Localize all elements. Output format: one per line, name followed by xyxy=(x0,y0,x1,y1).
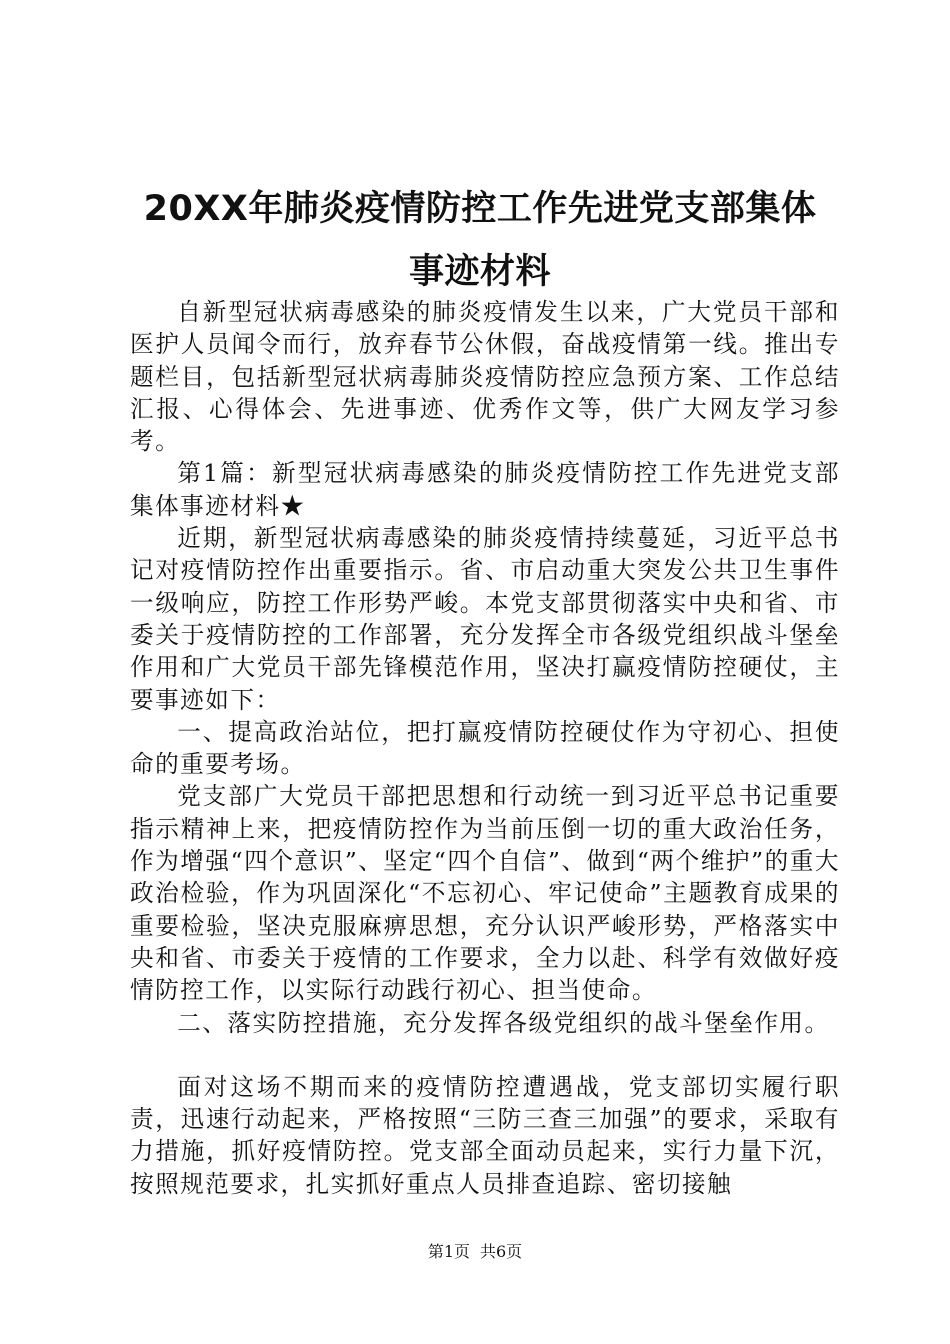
paragraph-section-1: 党支部广大党员干部把思想和行动统一到习近平总书记重要指示精神上来，把疫情防控作为当前压倒一切的重大政治任务，作为增强“四个意识”、坚定“四个自信”、做到“两个维护”的重大政治检验，作为巩固深化“不忘初心、牢记使命”主题教育成果的重要检验，坚决克服麻痹思想，充分认识严峻形势，严格落实中央和省、市委关于疫情的工作要求，全力以赴、科学有效做好疫情防控工作，以实际行动践行初心、担当使命。 xyxy=(130,782,840,1005)
section-heading-1: 一、提高政治站位，把打赢疫情防控硬仗作为守初心、担使命的重要考场。 xyxy=(130,717,840,779)
page-total: 共6页 xyxy=(480,1242,523,1261)
page-footer xyxy=(0,1242,950,1262)
paragraph-background: 近期，新型冠状病毒感染的肺炎疫情持续蔓延，习近平总书记对疫情防控作出重要指示。省、市启动重大突发公共卫生事件一级响应，防控工作形势严峻。本党支部贯彻落实中央和省、市委关于疫情防控的工作部署，充分发挥全市各级党组织战斗堡垒作用和广大党员干部先锋模范作用，坚决打赢疫情防控硬仗，主要事迹如下： xyxy=(130,524,840,714)
document-body xyxy=(130,296,840,1200)
paragraph-article-heading: 第1篇：新型冠状病毒感染的肺炎疫情防控工作先进党支部集体事迹材料★ xyxy=(130,459,840,520)
document-title: 20XX年肺炎疫情防控工作先进党支部集体事迹材料 xyxy=(143,189,817,292)
section-heading-2: 二、落实防控措施，充分发挥各级党组织的战斗堡垒作用。 xyxy=(177,1008,830,1037)
paragraph-intro: 自新型冠状病毒感染的肺炎疫情发生以来，广大党员干部和医护人员闻令而行，放弃春节公休假，奋战疫情第一线。推出专题栏目，包括新型冠状病毒肺炎疫情防控应急预方案、工作总结汇报、心得体会、先进事迹、优秀作文等，供广大网友学习参考。 xyxy=(130,298,840,456)
page-number: 第1页 xyxy=(427,1242,470,1261)
paragraph-section-2: 面对这场不期而来的疫情防控遭遇战，党支部切实履行职责，迅速行动起来，严格按照“三防三查三加强”的要求，采取有力措施，抓好疫情防控。党支部全面动员起来，实行力量下沉，按照规范要求，扎实抓好重点人员排查追踪、密切接触 xyxy=(130,1072,840,1198)
